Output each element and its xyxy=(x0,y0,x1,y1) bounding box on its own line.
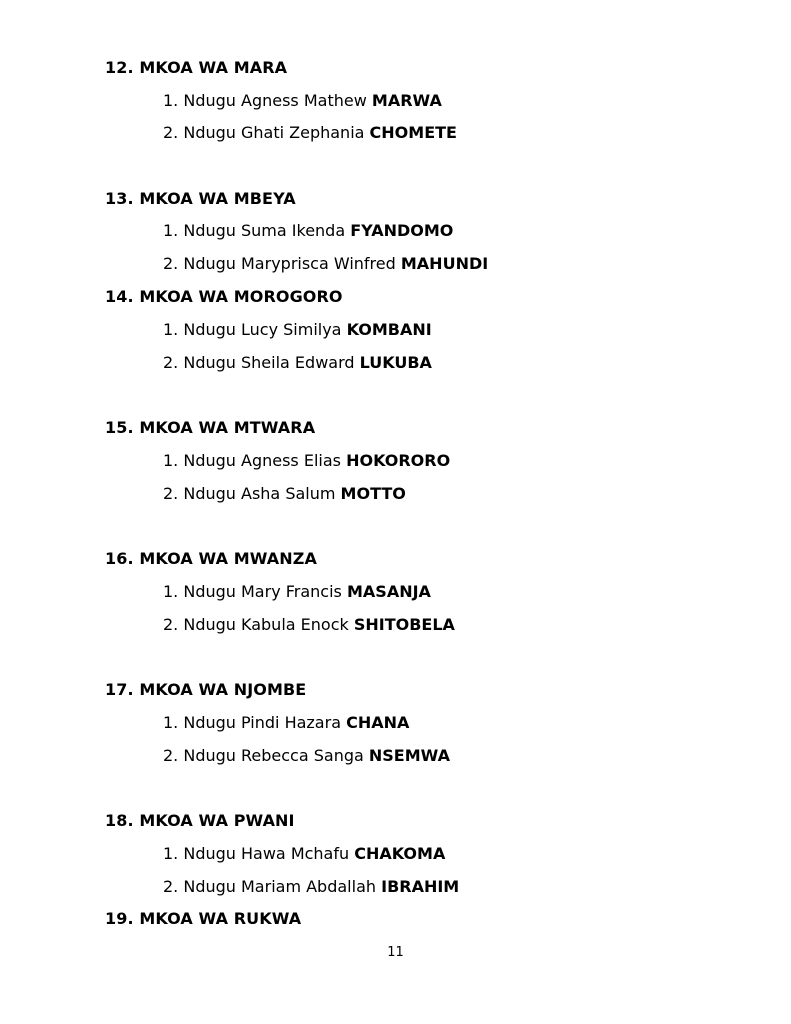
item-surname: MAHUNDI xyxy=(400,254,489,273)
item-surname: CHAKOMA xyxy=(354,844,446,863)
item-name: 1. Ndugu Pindi Hazara xyxy=(163,713,341,732)
item-surname: MOTTO xyxy=(340,484,406,503)
section-heading-mwanza: 16. MKOA WA MWANZA xyxy=(105,549,317,568)
item-surname: LUKUBA xyxy=(359,353,432,372)
list-item xyxy=(163,221,453,241)
list-item xyxy=(163,844,445,864)
item-name: 2. Ndugu Ghati Zephania xyxy=(163,123,365,142)
list-item xyxy=(163,713,409,733)
list-item xyxy=(163,254,488,274)
item-name: 2. Ndugu Maryprisca Winfred xyxy=(163,254,396,273)
item-surname: IBRAHIM xyxy=(381,877,460,896)
item-surname: HOKORORO xyxy=(346,451,451,470)
section-heading-mbeya: 13. MKOA WA MBEYA xyxy=(105,189,296,208)
list-item xyxy=(163,353,432,373)
item-name: 2. Ndugu Asha Salum xyxy=(163,484,336,503)
item-surname: CHOMETE xyxy=(369,123,457,142)
item-name: 2. Ndugu Rebecca Sanga xyxy=(163,746,364,765)
list-item xyxy=(163,746,450,766)
item-name: 2. Ndugu Kabula Enock xyxy=(163,615,349,634)
item-surname: SHITOBELA xyxy=(353,615,455,634)
item-surname: MASANJA xyxy=(346,582,431,601)
item-name: 1. Ndugu Agness Elias xyxy=(163,451,341,470)
list-item xyxy=(163,320,432,340)
section-heading-morogoro: 14. MKOA WA MOROGORO xyxy=(105,287,343,306)
item-name: 2. Ndugu Mariam Abdallah xyxy=(163,877,377,896)
list-item xyxy=(163,582,431,602)
page-number: 11 xyxy=(387,945,404,960)
list-item xyxy=(163,877,459,897)
list-item xyxy=(163,123,457,143)
section-heading-mara: 12. MKOA WA MARA xyxy=(105,58,288,77)
item-name: 1. Ndugu Suma Ikenda xyxy=(163,221,346,240)
list-item xyxy=(163,91,442,111)
item-name: 1. Ndugu Mary Francis xyxy=(163,582,342,601)
item-name: 1. Ndugu Lucy Similya xyxy=(163,320,342,339)
item-name: 2. Ndugu Sheila Edward xyxy=(163,353,355,372)
item-name: 1. Ndugu Hawa Mchafu xyxy=(163,844,350,863)
item-surname: KOMBANI xyxy=(346,320,432,339)
item-surname: FYANDOMO xyxy=(350,221,454,240)
item-surname: MARWA xyxy=(371,91,442,110)
section-heading-rukwa: 19. MKOA WA RUKWA xyxy=(105,909,302,928)
item-surname: NSEMWA xyxy=(368,746,450,765)
list-item xyxy=(163,451,450,471)
section-heading-pwani: 18. MKOA WA PWANI xyxy=(105,811,295,830)
list-item xyxy=(163,615,455,635)
section-heading-mtwara: 15. MKOA WA MTWARA xyxy=(105,418,316,437)
section-heading-njombe: 17. MKOA WA NJOMBE xyxy=(105,680,307,699)
item-name: 1. Ndugu Agness Mathew xyxy=(163,91,367,110)
item-surname: CHANA xyxy=(346,713,410,732)
list-item xyxy=(163,484,406,504)
